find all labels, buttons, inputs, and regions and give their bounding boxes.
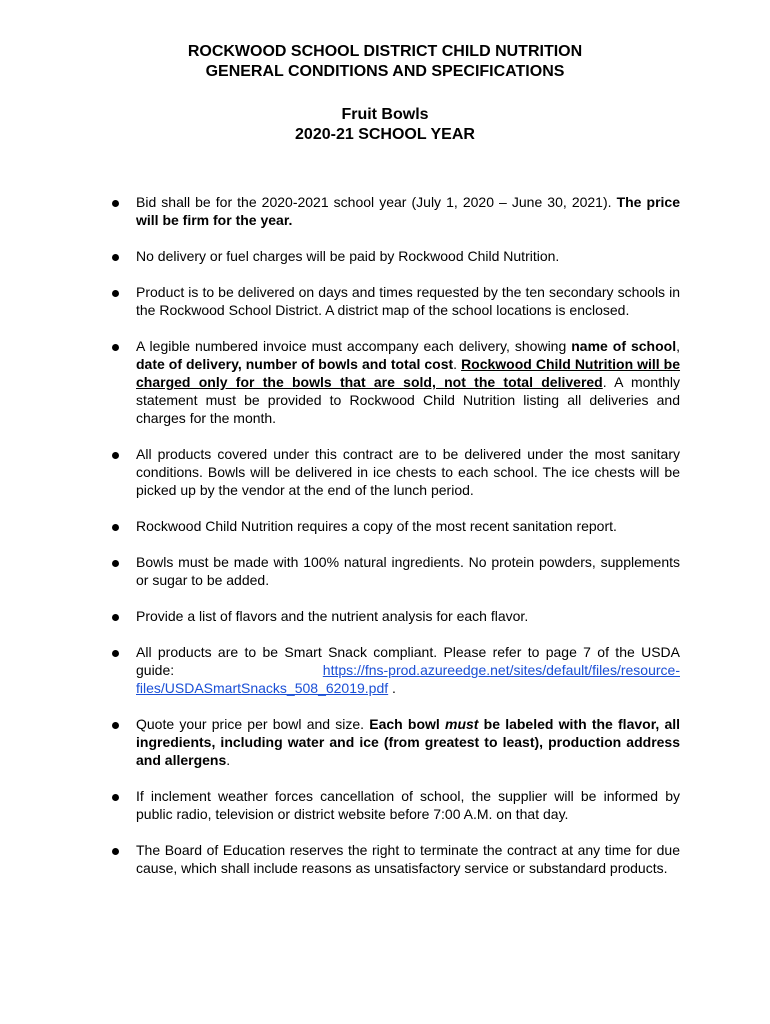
header-school-year: 2020-21 SCHOOL YEAR	[295, 126, 475, 143]
bullet-text: .	[388, 680, 396, 696]
bullet-icon	[112, 200, 119, 207]
bullet-bold-underline-text: Rockwood Child Nutrition will be charged only for the bowls that are sold, not the total delivered	[136, 356, 681, 390]
list-item	[112, 715, 680, 769]
bullet-text: Product is to be delivered on days and times requested by the ten secondary schools in the Rockwood School District. A district map of the school locations is enclosed.	[136, 284, 680, 318]
usda-guide-link[interactable]: https://fns-prod.azureedge.net/sites/default/files/resource-files/USDASmartSnacks_508_62019.pdf	[136, 662, 680, 696]
document-subheader	[0, 105, 770, 145]
bullet-text: All products covered under this contract are to be delivered under the most sanitary conditions. Bowls will be delivered in ice chests to each school. The ice chests will be picked up by the vendor at the end of the lunch period.	[136, 446, 680, 498]
list-item	[112, 517, 680, 535]
bullet-text: No delivery or fuel charges will be paid by Rockwood Child Nutrition.	[136, 248, 560, 264]
bullet-icon	[112, 452, 119, 459]
list-item	[112, 193, 680, 229]
list-item	[112, 841, 680, 877]
bullet-text: The Board of Education reserves the right to terminate the contract at any time for due cause, which shall include reasons as unsatisfactory service or substandard products.	[136, 842, 680, 876]
bullet-icon	[112, 254, 119, 261]
bullet-bold-text: date of delivery, number of bowls and total cost	[136, 356, 454, 372]
bullet-icon	[112, 290, 119, 297]
list-item	[112, 247, 680, 265]
bullet-icon	[112, 794, 119, 801]
bullet-icon	[112, 614, 119, 621]
bullet-bold-text: The price will be firm for the year.	[136, 194, 680, 228]
list-item	[112, 337, 680, 427]
bullet-text: . A monthly statement must be provided to Rockwood Child Nutrition listing all deliveries and charges for the month.	[136, 374, 680, 426]
header-product-title: Fruit Bowls	[341, 106, 429, 123]
bullet-icon	[112, 722, 119, 729]
bullet-text: A legible numbered invoice must accompany each delivery, showing	[136, 338, 572, 354]
bullet-text: Provide a list of flavors and the nutrient analysis for each flavor.	[136, 608, 529, 624]
header-conditions-title: GENERAL CONDITIONS AND SPECIFICATIONS	[205, 63, 565, 80]
bullet-icon	[112, 560, 119, 567]
bullet-icon	[112, 344, 119, 351]
bullet-text: ,	[676, 338, 680, 354]
bullet-text: Rockwood Child Nutrition requires a copy of the most recent sanitation report.	[136, 518, 617, 534]
bullet-text: All products are to be Smart Snack compliant. Please refer to page 7 of the USDA guide:	[136, 644, 680, 678]
bullet-icon	[112, 524, 119, 531]
bullet-text: Bowls must be made with 100% natural ingredients. No protein powders, supplements or sugar to be added.	[136, 554, 680, 588]
bullet-text: .	[226, 752, 231, 768]
bullet-text: Bid shall be for the 2020-2021 school year (July 1, 2020 – June 30, 2021).	[136, 194, 617, 210]
list-item	[112, 553, 680, 589]
list-item	[112, 643, 680, 697]
bullet-bold-text: Each bowl	[369, 716, 446, 732]
bullet-icon	[112, 848, 119, 855]
document-header	[0, 42, 770, 82]
list-item	[112, 787, 680, 823]
header-district-title: ROCKWOOD SCHOOL DISTRICT CHILD NUTRITION	[187, 43, 583, 60]
bullet-bold-text: name of school	[571, 338, 677, 354]
bullet-icon	[112, 650, 119, 657]
bullet-bold-text: be labeled with the flavor, all ingredients, including water and ice (from greatest to least), production address and allergens	[136, 716, 681, 768]
list-item	[112, 283, 680, 319]
bullet-bold-italic-text: must	[445, 716, 479, 732]
bullet-text: If inclement weather forces cancellation of school, the supplier will be informed by public radio, television or district website before 7:00 A.M. on that day.	[136, 788, 680, 822]
bullet-text: Quote your price per bowl and size.	[136, 716, 370, 732]
conditions-list	[112, 193, 680, 895]
bullet-text: .	[453, 356, 462, 372]
list-item	[112, 445, 680, 499]
list-item	[112, 607, 680, 625]
